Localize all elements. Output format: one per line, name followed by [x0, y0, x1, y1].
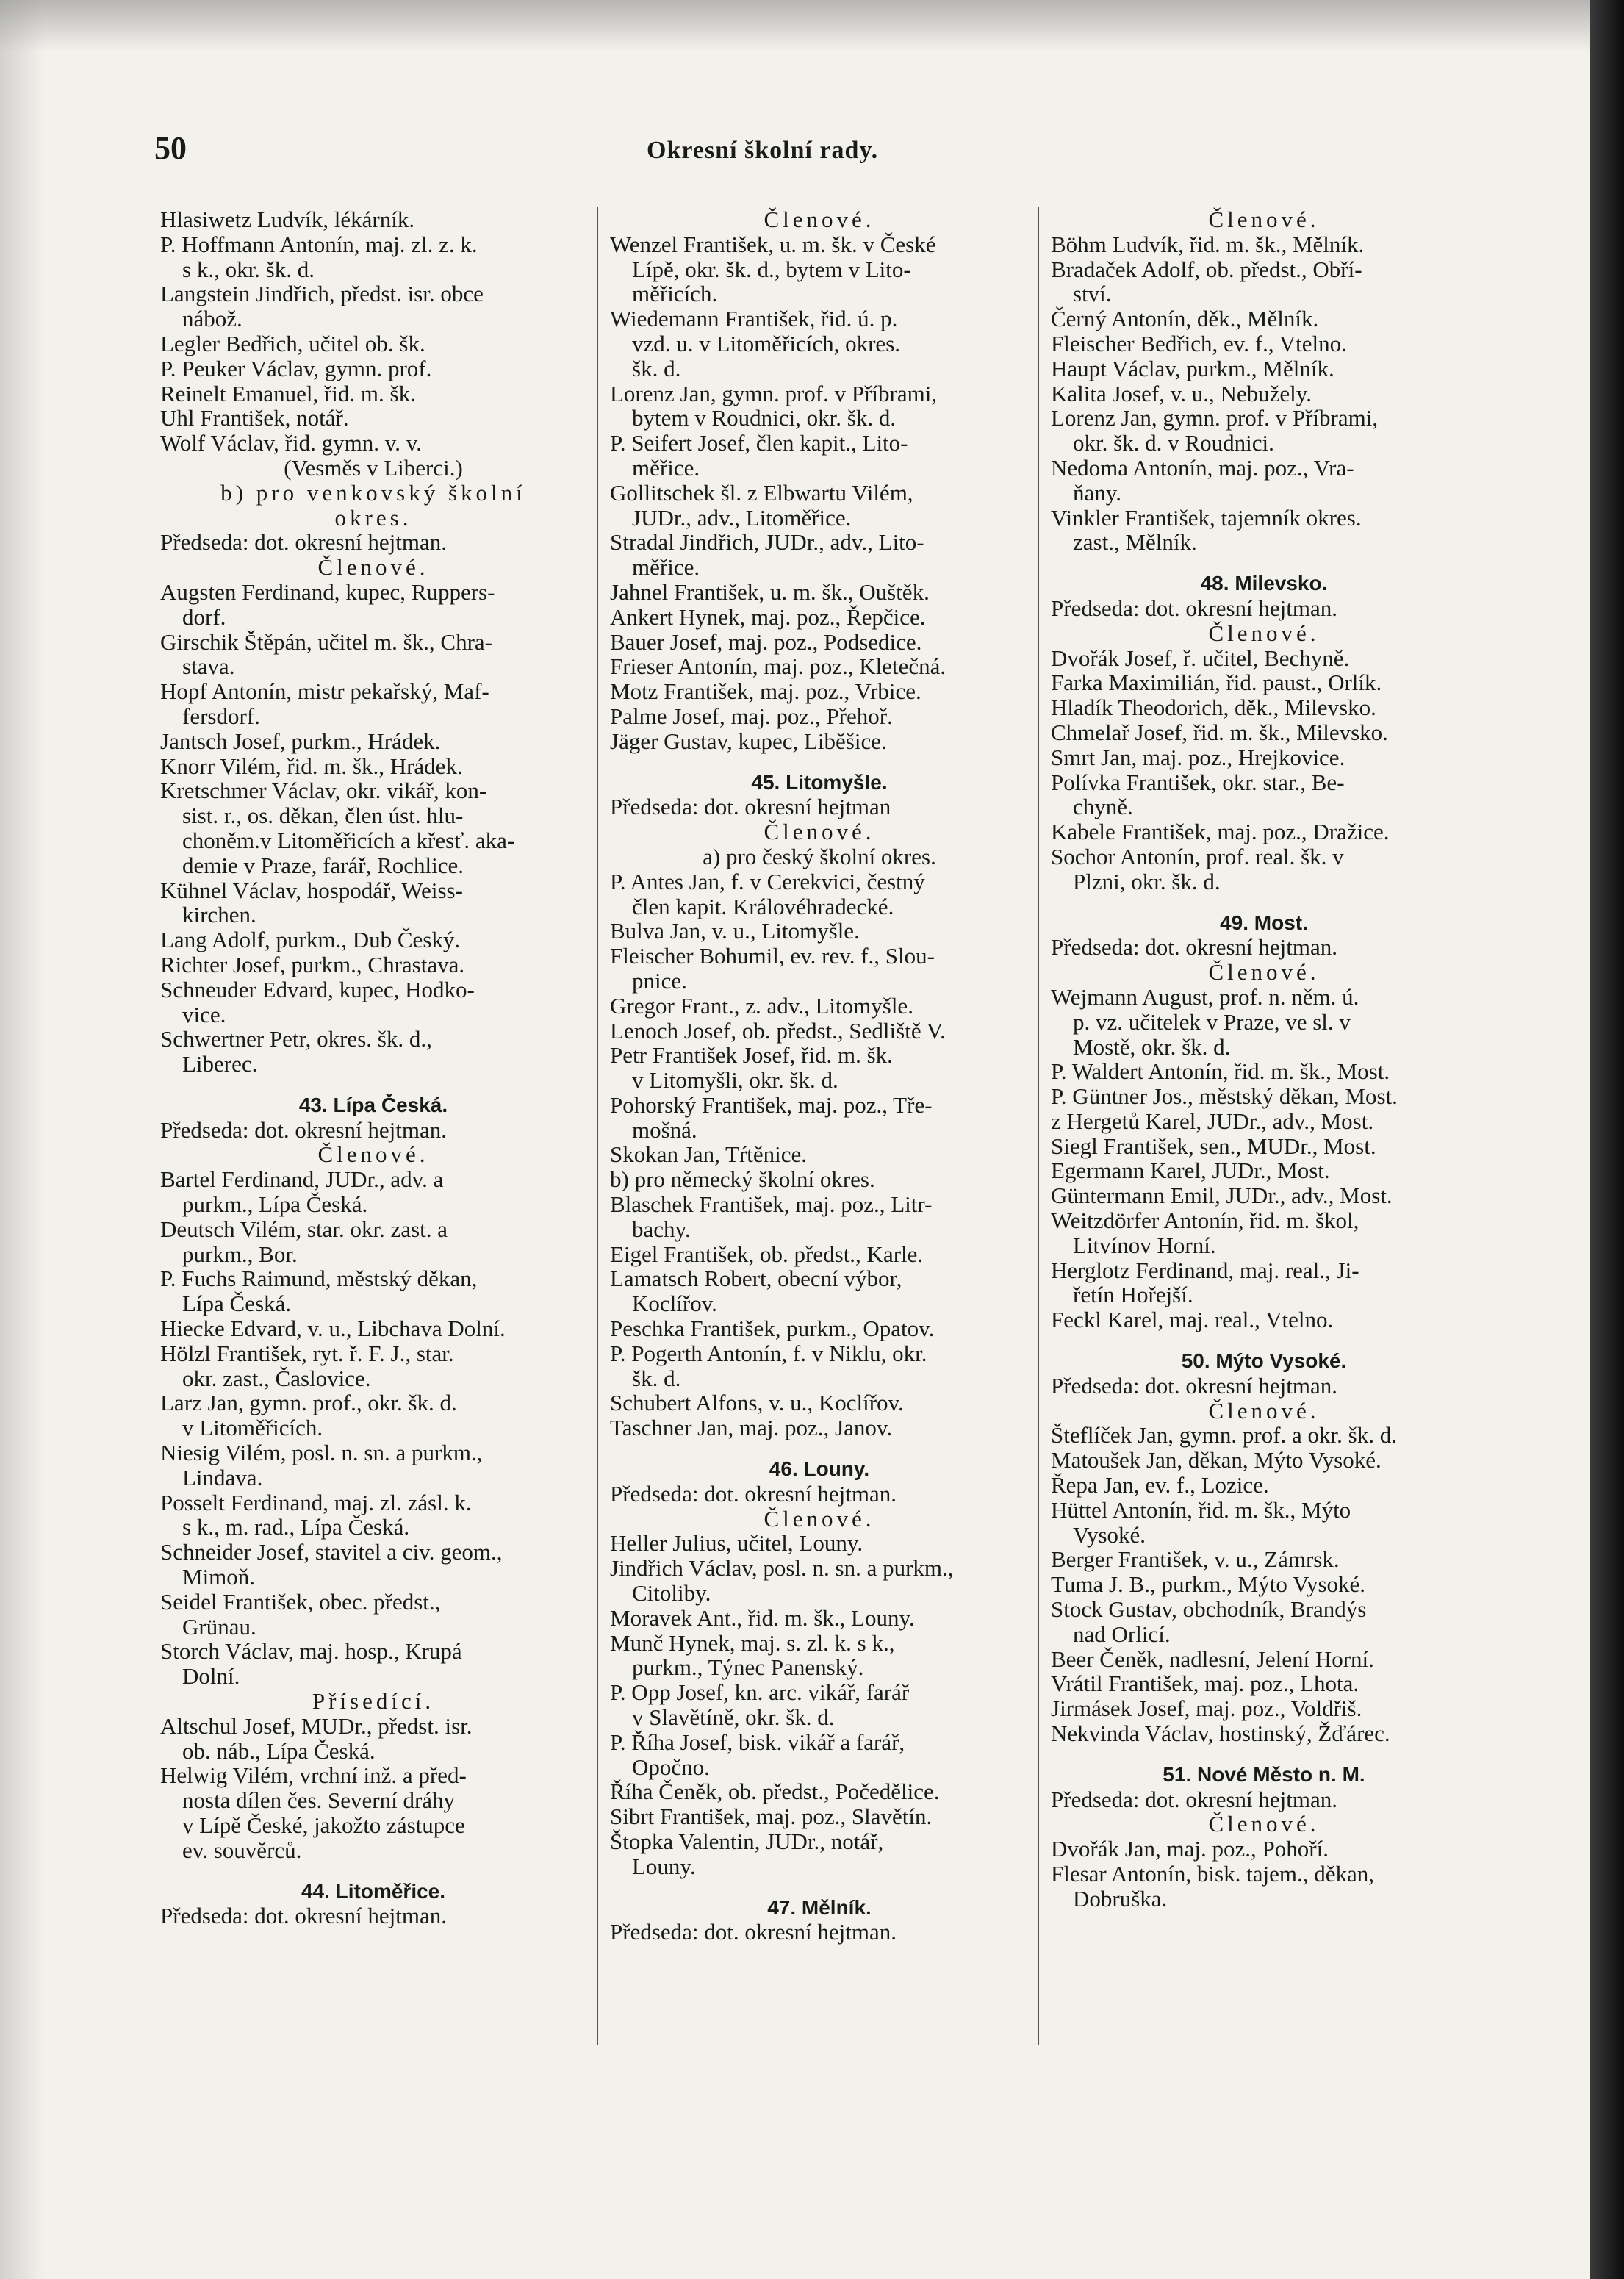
text-line: Heller Julius, učitel, Louny. [610, 1530, 863, 1557]
text-line: člen kapit. Královéhradecké. [632, 893, 894, 919]
text-line: Hopf Antonín, mistr pekařský, Maf- [160, 678, 489, 705]
text-line: Fleischer Bedřich, ev. f., Vtelno. [1051, 330, 1347, 356]
text-column-3 [1051, 207, 1477, 1912]
text-line: ev. souvěrců. [182, 1837, 302, 1863]
text-line: demie v Praze, farář, Rochlice. [182, 852, 464, 878]
text-line: Reinelt Emanuel, řid. m. šk. [160, 380, 416, 406]
text-line: okr. zast., Časlovice. [182, 1365, 371, 1391]
text-line: Schneuder Edvard, kupec, Hodko- [160, 976, 475, 1002]
subheading: Členové. [1208, 620, 1320, 646]
text-line: v Litomyšli, okr. šk. d. [632, 1067, 838, 1094]
text-line: Černý Antonín, děk., Mělník. [1051, 306, 1319, 332]
text-line: Frieser Antonín, maj. poz., Kletečná. [610, 653, 946, 680]
text-line: Wenzel František, u. m. šk. v České [610, 231, 936, 257]
text-line: Plzni, okr. šk. d. [1073, 868, 1221, 894]
scan-border-right [1590, 0, 1624, 2279]
text-line: Dolní. [182, 1663, 240, 1690]
text-line: P. Pogerth Antonín, f. v Niklu, okr. [610, 1340, 927, 1366]
text-line: Jäger Gustav, kupec, Liběšice. [610, 728, 887, 754]
text-line: Šteflíček Jan, gymn. prof. a okr. šk. d. [1051, 1422, 1397, 1449]
text-line: (Vesměs v Liberci.) [284, 454, 463, 481]
text-line: Eigel František, ob. předst., Karle. [610, 1241, 924, 1267]
text-line: Niesig Vilém, posl. n. sn. a purkm., [160, 1440, 483, 1466]
text-line: Motz František, maj. poz., Vrbice. [610, 678, 921, 705]
subheading: Přísedící. [312, 1688, 435, 1715]
section-gap [1051, 1332, 1477, 1349]
text-line: Předseda: dot. okresní hejtman. [1051, 1786, 1337, 1812]
text-line: Předseda: dot. okresní hejtman. [160, 1116, 447, 1143]
text-line: Girschik Štěpán, učitel m. šk., Chra- [160, 628, 492, 655]
text-line: P. Opp Josef, kn. arc. vikář, farář [610, 1679, 910, 1706]
text-line: Kabele František, maj. poz., Dražice. [1051, 819, 1390, 845]
text-line: Seidel František, obec. předst., [160, 1588, 441, 1615]
text-line: Güntermann Emil, JUDr., adv., Most. [1051, 1182, 1393, 1209]
text-line: p. vz. učitelek v Praze, ve sl. v [1073, 1008, 1351, 1035]
text-line: Schubert Alfons, v. u., Koclířov. [610, 1390, 904, 1416]
subheading: Členové. [317, 1141, 429, 1168]
text-line: ství. [1073, 281, 1112, 307]
text-line: Hladík Theodorich, děk., Milevsko. [1051, 695, 1376, 721]
section-heading: 50. Mýto Vysoké. [1181, 1349, 1347, 1373]
text-line: bachy. [632, 1216, 691, 1242]
section-gap [160, 1863, 586, 1879]
section-heading: 47. Mělník. [767, 1895, 872, 1919]
text-line: purkm., Bor. [182, 1241, 298, 1267]
section-heading: 43. Lípa Česká. [298, 1093, 448, 1116]
text-column-2 [610, 207, 1029, 1945]
text-line: Předseda: dot. okresní hejtman. [160, 1903, 447, 1929]
section-gap [1051, 555, 1477, 571]
text-line: Augsten Ferdinand, kupec, Ruppers- [160, 578, 495, 605]
text-line: Larz Jan, gymn. prof., okr. šk. d. [160, 1390, 457, 1416]
text-line: Herglotz Ferdinand, maj. real., Ji- [1051, 1257, 1359, 1283]
subheading: Členové. [764, 207, 875, 232]
text-line: JUDr., adv., Litoměřice. [632, 504, 852, 531]
text-line: Vysoké. [1073, 1521, 1146, 1548]
text-line: měřice. [632, 454, 700, 481]
text-line: fersdorf. [182, 703, 260, 729]
text-line: Knorr Vilém, řid. m. šk., Hrádek. [160, 753, 463, 779]
text-line: Wolf Václav, řid. gymn. v. v. [160, 430, 422, 456]
text-line: Polívka František, okr. star., Be- [1051, 769, 1345, 795]
text-line: Grünau. [182, 1613, 256, 1640]
text-line: zast., Mělník. [1073, 529, 1197, 556]
subheading: b) pro venkovský školní [220, 479, 526, 506]
section-gap [1051, 894, 1477, 911]
text-line: Předseda: dot. okresní hejtman. [1051, 1372, 1337, 1399]
text-line: řetín Hořejší. [1073, 1282, 1193, 1308]
text-line: Palme Josef, maj. poz., Přehoř. [610, 703, 893, 729]
text-line: měřice. [632, 554, 700, 581]
text-line: Sochor Antonín, prof. real. šk. v [1051, 843, 1344, 869]
text-line: šk. d. [632, 1365, 681, 1391]
text-line: Koclířov. [632, 1291, 717, 1317]
subheading: Členové. [764, 819, 875, 845]
text-line: Taschner Jan, maj. poz., Janov. [610, 1415, 893, 1441]
text-line: Weitzdörfer Antonín, řid. m. škol, [1051, 1207, 1359, 1234]
section-heading: 45. Litomyšle. [751, 770, 888, 794]
text-line: Vrátil František, maj. poz., Lhota. [1051, 1670, 1359, 1697]
text-line: Fleischer Bohumil, ev. rev. f., Slou- [610, 943, 935, 969]
text-line: Předseda: dot. okresní hejtman. [610, 1480, 897, 1507]
text-line: nad Orlicí. [1073, 1621, 1171, 1647]
text-line: Helwig Vilém, vrchní inž. a před- [160, 1762, 467, 1789]
text-line: P. Güntner Jos., městský děkan, Most. [1051, 1083, 1398, 1110]
text-line: Peschka František, purkm., Opatov. [610, 1316, 935, 1342]
text-line: Předseda: dot. okresní hejtman. [1051, 595, 1337, 621]
text-line: purkm., Týnec Panenský. [632, 1654, 864, 1681]
column-rule-2 [1038, 207, 1039, 2045]
text-line: Mostě, okr. šk. d. [1073, 1033, 1231, 1060]
text-line: Jindřich Václav, posl. n. sn. a purkm., [610, 1555, 954, 1582]
text-line: měřicích. [632, 281, 718, 307]
section-heading: 46. Louny. [769, 1457, 870, 1481]
text-line: Schneider Josef, stavitel a civ. geom., [160, 1539, 503, 1565]
text-line: Bradaček Adolf, ob. předst., Obří- [1051, 256, 1362, 282]
text-line: Skokan Jan, Tŕtěnice. [610, 1141, 808, 1168]
running-head: Okresní školní rady. [647, 137, 879, 164]
text-line: Jirmásek Josef, maj. poz., Voldřiš. [1051, 1695, 1362, 1722]
text-line: Hüttel Antonín, řid. m. šk., Mýto [1051, 1496, 1351, 1523]
text-line: Lorenz Jan, gymn. prof. v Příbrami, [610, 380, 938, 406]
text-line: Feckl Karel, maj. real., Vtelno. [1051, 1307, 1334, 1333]
text-line: P. Waldert Antonín, řid. m. šk., Most. [1051, 1058, 1390, 1085]
text-line: kirchen. [182, 902, 256, 928]
text-line: Schwertner Petr, okres. šk. d., [160, 1026, 432, 1052]
text-line: Gregor Frant., z. adv., Litomyšle. [610, 992, 913, 1019]
text-line: Předseda: dot. okresní hejtman. [1051, 934, 1337, 961]
text-line: Richter Josef, purkm., Chrastava. [160, 951, 465, 977]
section-gap [610, 1440, 1029, 1457]
text-line: Wejmann August, prof. n. něm. ú. [1051, 983, 1359, 1010]
text-line: Kalita Josef, v. u., Nebužely. [1051, 380, 1312, 406]
text-line: Lamatsch Robert, obecní výbor, [610, 1266, 902, 1292]
text-line: P. Peuker Václav, gymn. prof. [160, 355, 432, 381]
section-heading: 51. Nové Město n. M. [1163, 1762, 1365, 1786]
section-gap [1051, 1746, 1477, 1762]
text-line: Stock Gustav, obchodník, Brandýs [1051, 1596, 1367, 1623]
text-line: Pohorský František, maj. poz., Tře- [610, 1091, 933, 1118]
text-line: Altschul Josef, MUDr., předst. isr. [160, 1712, 473, 1739]
text-line: Dvořák Josef, ř. učitel, Bechyně. [1051, 645, 1350, 671]
text-line: Ankert Hynek, maj. poz., Řepčice. [610, 603, 926, 630]
text-line: Opočno. [632, 1754, 710, 1780]
text-line: v Litoměřicích. [182, 1415, 323, 1441]
text-line: Bartel Ferdinand, JUDr., adv. a [160, 1166, 444, 1193]
section-heading: 44. Litoměřice. [301, 1879, 446, 1903]
section-gap [610, 1879, 1029, 1895]
text-line: Langstein Jindřich, předst. isr. obce [160, 281, 484, 307]
text-line: Mimoň. [182, 1564, 256, 1590]
text-line: chyně. [1073, 794, 1133, 820]
text-line: choněm.v Litoměřicích a křesť. aka- [182, 827, 515, 853]
text-line: pnice. [632, 967, 687, 994]
text-line: Matoušek Jan, děkan, Mýto Vysoké. [1051, 1447, 1382, 1474]
text-line: Lorenz Jan, gymn. prof. v Příbrami, [1051, 405, 1379, 431]
text-line: mošná. [632, 1116, 697, 1143]
text-line: Nekvinda Václav, hostinský, Žďárec. [1051, 1720, 1390, 1747]
text-line: Liberec. [182, 1051, 258, 1077]
text-line: Lindava. [182, 1464, 263, 1490]
text-line: Berger František, v. u., Zámrsk. [1051, 1546, 1340, 1573]
text-line: vice. [182, 1001, 226, 1027]
text-line: v Slavětíně, okr. šk. d. [632, 1704, 835, 1731]
text-line: vzd. u. v Litoměřicích, okres. [632, 330, 901, 356]
text-line: s k., okr. šk. d. [182, 256, 315, 282]
text-line: Legler Bedřich, učitel ob. šk. [160, 330, 425, 356]
text-line: ob. náb., Lípa Česká. [182, 1737, 376, 1764]
text-line: Chmelař Josef, řid. m. šk., Milevsko. [1051, 719, 1388, 745]
text-line: v Lípě České, jakožto zástupce [182, 1812, 465, 1838]
subheading: Členové. [1208, 1811, 1320, 1837]
text-line: Böhm Ludvík, řid. m. šk., Mělník. [1051, 231, 1365, 257]
text-line: ňany. [1073, 479, 1121, 506]
subheading: okres. [334, 504, 412, 531]
column-rule-1 [597, 207, 598, 2045]
text-line: Jahnel František, u. m. šk., Ouštěk. [610, 578, 930, 605]
text-line: Siegl František, sen., MUDr., Most. [1051, 1133, 1376, 1159]
text-line: sist. r., os. děkan, člen úst. hlu- [182, 803, 464, 829]
text-line: stava. [182, 653, 235, 680]
text-line: Wiedemann František, řid. ú. p. [610, 306, 898, 332]
text-line: purkm., Lípa Česká. [182, 1191, 368, 1218]
text-line: Sibrt František, maj. poz., Slavětín. [610, 1804, 933, 1830]
text-line: Louny. [632, 1853, 696, 1879]
text-line: Hiecke Edvard, v. u., Libchava Dolní. [160, 1316, 506, 1342]
text-line: Lípě, okr. šk. d., bytem v Lito- [632, 256, 911, 282]
text-column-1 [160, 207, 586, 1928]
text-line: Storch Václav, maj. hosp., Krupá [160, 1638, 462, 1665]
section-gap [160, 1077, 586, 1093]
text-line: P. Fuchs Raimund, městský děkan, [160, 1266, 478, 1292]
text-line: Řepa Jan, ev. f., Lozice. [1051, 1472, 1269, 1499]
subheading: Členové. [1208, 959, 1320, 986]
text-line: Beer Čeněk, nadlesní, Jelení Horní. [1051, 1645, 1374, 1672]
scan-shadow-left [0, 0, 44, 2279]
section-gap [610, 754, 1029, 770]
text-line: Posselt Ferdinand, maj. zl. zásl. k. [160, 1489, 472, 1515]
text-line: Lenoch Josef, ob. předst., Sedliště V. [610, 1017, 946, 1044]
text-line: Předseda: dot. okresní hejtman. [610, 1919, 897, 1945]
text-line: Moravek Ant., řid. m. šk., Louny. [610, 1604, 915, 1631]
text-line: Blaschek František, maj. poz., Litr- [610, 1191, 933, 1218]
text-line: Tuma J. B., purkm., Mýto Vysoké. [1051, 1571, 1366, 1598]
text-line: okr. šk. d. v Roudnici. [1073, 430, 1274, 456]
text-line: Nedoma Antonín, maj. poz., Vra- [1051, 454, 1354, 481]
text-line: Farka Maximilián, řid. paust., Orlík. [1051, 670, 1382, 696]
scan-shadow-top [0, 0, 1590, 51]
subheading: Členové. [1208, 207, 1320, 232]
page-number: 50 [154, 130, 187, 166]
text-line: b) pro německý školní okres. [610, 1166, 875, 1193]
text-line: Smrt Jan, maj. poz., Hrejkovice. [1051, 744, 1345, 770]
text-line: P. Seifert Josef, člen kapit., Lito- [610, 430, 908, 456]
text-line: Hlasiwetz Ludvík, lékárník. [160, 207, 415, 232]
text-line: Dobruška. [1073, 1885, 1168, 1912]
text-line: Kühnel Václav, hospodář, Weiss- [160, 877, 463, 903]
text-line: Litvínov Horní. [1073, 1232, 1216, 1258]
subheading: Členové. [317, 554, 429, 581]
text-line: Citoliby. [632, 1580, 711, 1607]
text-line: Jantsch Josef, purkm., Hrádek. [160, 728, 441, 754]
text-line: Dvořák Jan, maj. poz., Pohoří. [1051, 1836, 1329, 1862]
text-line: Hölzl František, ryt. ř. F. J., star. [160, 1340, 454, 1366]
text-line: Stradal Jindřich, JUDr., adv., Lito- [610, 529, 924, 556]
text-line: Předseda: dot. okresní hejtman. [160, 529, 447, 556]
text-line: P. Říha Josef, bisk. vikář a farář, [610, 1729, 905, 1755]
text-line: Lípa Česká. [182, 1291, 292, 1317]
text-line: Gollitschek šl. z Elbwartu Vilém, [610, 479, 913, 506]
text-line: Bauer Josef, maj. poz., Podsedice. [610, 628, 922, 655]
text-line: šk. d. [632, 355, 681, 381]
text-line: Flesar Antonín, bisk. tajem., děkan, [1051, 1861, 1374, 1887]
text-line: Říha Čeněk, ob. předst., Počedělice. [610, 1779, 940, 1805]
text-line: P. Antes Jan, f. v Cerekvici, čestný [610, 868, 925, 894]
text-line: dorf. [182, 603, 226, 630]
text-line: Vinkler František, tajemník okres. [1051, 504, 1362, 531]
text-line: Štopka Valentin, JUDr., notář, [610, 1828, 884, 1854]
text-line: Kretschmer Václav, okr. vikář, kon- [160, 778, 487, 804]
subheading: Členové. [764, 1505, 875, 1532]
text-line: Předseda: dot. okresní hejtman [610, 794, 891, 820]
text-line: bytem v Roudnici, okr. šk. d. [632, 405, 897, 431]
text-line: nábož. [182, 306, 242, 332]
text-line: P. Hoffmann Antonín, maj. zl. z. k. [160, 231, 478, 257]
text-line: Deutsch Vilém, star. okr. zast. a [160, 1216, 448, 1242]
text-line: nosta dílen čes. Severní dráhy [182, 1787, 456, 1814]
subheading: Členové. [1208, 1397, 1320, 1424]
text-line: Petr František Josef, řid. m. šk. [610, 1042, 893, 1069]
section-heading: 48. Milevsko. [1200, 572, 1328, 595]
text-line: Lang Adolf, purkm., Dub Český. [160, 927, 461, 953]
text-line: Haupt Václav, purkm., Mělník. [1051, 355, 1334, 381]
text-line: Egermann Karel, JUDr., Most. [1051, 1158, 1330, 1184]
text-line: Munč Hynek, maj. s. zl. k. s k., [610, 1629, 895, 1656]
text-line: z Hergetů Karel, JUDr., adv., Most. [1051, 1108, 1374, 1134]
section-heading: 49. Most. [1220, 911, 1308, 934]
text-line: s k., m. rad., Lípa Česká. [182, 1514, 410, 1540]
text-line: a) pro český školní okres. [703, 843, 936, 869]
text-line: Uhl František, notář. [160, 405, 349, 431]
text-line: Bulva Jan, v. u., Litomyšle. [610, 918, 860, 944]
